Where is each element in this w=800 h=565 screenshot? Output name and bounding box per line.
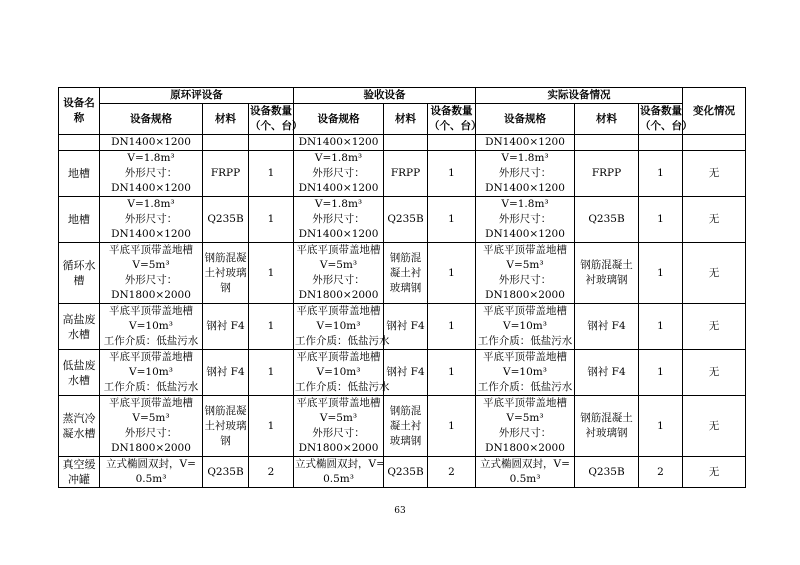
spec-line: V=10m³	[316, 320, 361, 332]
quantity-cell: 1	[639, 243, 683, 304]
quantity-cell: 1	[249, 350, 294, 396]
change-cell: 无	[683, 197, 746, 243]
quantity-cell: 1	[249, 151, 294, 197]
header-eia-material: 材料	[203, 104, 249, 135]
equipment-name-cell: 地槽	[59, 151, 100, 197]
spec-line: 0.5m³	[135, 473, 167, 485]
quantity-cell: 1	[639, 197, 683, 243]
equipment-name-cell: 蒸汽冷凝水槽	[59, 396, 100, 457]
material-cell: 钢筋混凝土衬玻璃钢	[203, 243, 249, 304]
spec-line: 外形尺寸：	[498, 213, 552, 225]
spec-line: V=1.8m³	[501, 198, 549, 210]
spec-line: 平底平顶带盖地槽	[109, 351, 193, 363]
change-cell: 无	[683, 151, 746, 197]
quantity-cell	[249, 135, 294, 151]
spec-cell	[100, 396, 203, 457]
spec-line: DN1400×1200	[485, 136, 565, 148]
table-row	[59, 304, 746, 350]
spec-line: 外形尺寸：	[498, 167, 552, 179]
quantity-cell: 2	[428, 457, 476, 488]
spec-line: 平底平顶带盖地槽	[483, 351, 567, 363]
material-cell: 钢衬 F4	[384, 304, 428, 350]
spec-line: DN1800×2000	[111, 289, 191, 301]
header-eia-spec: 设备规格	[100, 104, 203, 135]
quantity-cell: 1	[428, 304, 476, 350]
material-cell: Q235B	[384, 457, 428, 488]
spec-line: V=10m³	[316, 366, 361, 378]
spec-line: 工作介质：低盐污水	[103, 381, 199, 393]
equipment-name-cell: 地槽	[59, 197, 100, 243]
spec-line: V=10m³	[503, 366, 547, 378]
material-cell: Q235B	[575, 197, 639, 243]
spec-line: 外形尺寸：	[124, 427, 178, 439]
change-cell	[683, 135, 746, 151]
spec-cell	[100, 135, 203, 151]
spec-cell	[476, 135, 575, 151]
quantity-cell: 1	[249, 304, 294, 350]
quantity-cell: 1	[428, 243, 476, 304]
spec-line: 平底平顶带盖地槽	[296, 351, 381, 363]
spec-line: DN1800×2000	[485, 442, 565, 454]
material-cell: 钢衬 F4	[203, 304, 249, 350]
spec-line: 平底平顶带盖地槽	[483, 305, 567, 317]
table-row	[59, 197, 746, 243]
spec-cell	[476, 243, 575, 304]
spec-line: 外形尺寸：	[124, 213, 178, 225]
material-cell: 钢筋混凝土衬玻璃钢	[384, 396, 428, 457]
equipment-name-cell: 高盐废水槽	[59, 304, 100, 350]
spec-cell	[100, 304, 203, 350]
spec-line: 平底平顶带盖地槽	[109, 397, 193, 409]
spec-line: DN1800×2000	[485, 289, 565, 301]
spec-line: 外形尺寸：	[124, 167, 178, 179]
spec-line: DN1400×1200	[485, 228, 565, 240]
spec-line: 立式椭圆双封，V=	[106, 458, 196, 470]
spec-line: 工作介质：低盐污水	[477, 381, 573, 393]
spec-cell	[294, 197, 384, 243]
spec-line: V=10m³	[129, 320, 173, 332]
spec-line: 外形尺寸：	[498, 274, 552, 286]
header-group-acceptance: 验收设备	[294, 88, 476, 104]
table-row	[59, 350, 746, 396]
spec-line: V=5m³	[132, 259, 170, 271]
spec-cell	[294, 151, 384, 197]
quantity-cell: 1	[249, 197, 294, 243]
equipment-comparison-table	[58, 87, 746, 488]
spec-cell	[476, 457, 575, 488]
spec-line: 外形尺寸：	[498, 427, 552, 439]
spec-line: 工作介质：低盐污水	[295, 381, 390, 393]
material-cell: 钢筋混凝土衬玻璃钢	[575, 396, 639, 457]
material-cell: FRPP	[575, 151, 639, 197]
header-equipment-name: 设备名称	[59, 88, 100, 135]
header-acc-qty: 设备数量 （个、台）	[428, 104, 476, 135]
header-eia-qty: 设备数量 （个、台）	[249, 104, 294, 135]
table-row	[59, 457, 746, 488]
table-row	[59, 151, 746, 197]
spec-line: V=1.8m³	[127, 152, 175, 164]
quantity-cell: 1	[428, 197, 476, 243]
spec-line: 平底平顶带盖地槽	[296, 397, 381, 409]
table-row	[59, 243, 746, 304]
spec-line: V=1.8m³	[314, 198, 363, 210]
spec-cell	[294, 396, 384, 457]
spec-line: 立式椭圆双封，V=	[480, 458, 570, 470]
material-cell: 钢筋混凝土衬玻璃钢	[575, 243, 639, 304]
quantity-cell: 2	[639, 457, 683, 488]
spec-line: 外形尺寸：	[312, 274, 365, 286]
equipment-name-cell: 真空缓冲罐	[59, 457, 100, 488]
spec-cell	[476, 350, 575, 396]
spec-line: 平底平顶带盖地槽	[109, 305, 193, 317]
material-cell: 钢衬 F4	[203, 350, 249, 396]
quantity-cell: 1	[428, 396, 476, 457]
quantity-cell: 1	[639, 350, 683, 396]
spec-line: DN1400×1200	[111, 136, 191, 148]
equipment-name-cell	[59, 135, 100, 151]
spec-line: V=1.8m³	[501, 152, 549, 164]
equipment-name-cell: 低盐废水槽	[59, 350, 100, 396]
material-cell: Q235B	[384, 197, 428, 243]
material-cell: 钢衬 F4	[575, 350, 639, 396]
quantity-cell: 1	[249, 396, 294, 457]
change-cell: 无	[683, 304, 746, 350]
quantity-cell: 1	[639, 304, 683, 350]
material-cell	[203, 135, 249, 151]
spec-line: DN1400×1200	[298, 182, 379, 194]
material-cell	[575, 135, 639, 151]
header-change: 变化情况	[683, 88, 746, 135]
spec-line: 0.5m³	[323, 473, 354, 485]
material-cell: 钢衬 F4	[384, 350, 428, 396]
quantity-cell	[428, 135, 476, 151]
spec-cell	[476, 396, 575, 457]
spec-cell	[100, 457, 203, 488]
spec-line: 平底平顶带盖地槽	[296, 305, 381, 317]
quantity-cell	[639, 135, 683, 151]
table-row	[59, 135, 746, 151]
spec-cell	[100, 350, 203, 396]
spec-line: 外形尺寸：	[312, 213, 365, 225]
table-row	[59, 396, 746, 457]
change-cell: 无	[683, 243, 746, 304]
page-number: 63	[394, 506, 406, 516]
equipment-name-cell: 循环水槽	[59, 243, 100, 304]
material-cell: 钢筋混凝土衬玻璃钢	[384, 243, 428, 304]
spec-line: 平底平顶带盖地槽	[296, 244, 381, 256]
table-body	[59, 135, 746, 488]
spec-line: 平底平顶带盖地槽	[483, 397, 567, 409]
spec-line: DN1800×2000	[298, 289, 379, 301]
spec-cell	[476, 151, 575, 197]
spec-line: 外形尺寸：	[124, 274, 178, 286]
material-cell	[384, 135, 428, 151]
spec-line: V=1.8m³	[127, 198, 175, 210]
material-cell: FRPP	[203, 151, 249, 197]
spec-cell	[294, 304, 390, 350]
spec-line: 外形尺寸：	[312, 167, 365, 179]
change-cell: 无	[683, 457, 746, 488]
material-cell: Q235B	[203, 197, 249, 243]
material-cell: 钢衬 F4	[575, 304, 639, 350]
spec-line: DN1400×1200	[111, 182, 191, 194]
header-act-qty: 设备数量 （个、台）	[639, 104, 683, 135]
header-group-actual: 实际设备情况	[476, 88, 683, 104]
quantity-cell: 1	[428, 151, 476, 197]
quantity-cell: 2	[249, 457, 294, 488]
header-acc-material: 材料	[384, 104, 428, 135]
spec-line: 立式椭圆双封，V=	[295, 458, 385, 470]
material-cell: FRPP	[384, 151, 428, 197]
spec-cell	[294, 135, 384, 151]
spec-line: DN1400×1200	[111, 228, 191, 240]
spec-cell	[294, 243, 384, 304]
spec-line: V=10m³	[503, 320, 547, 332]
quantity-cell: 1	[639, 151, 683, 197]
spec-line: V=1.8m³	[314, 152, 363, 164]
spec-line: 0.5m³	[509, 473, 541, 485]
spec-line: 工作介质：低盐污水	[103, 335, 199, 347]
material-cell: Q235B	[203, 457, 249, 488]
quantity-cell: 1	[428, 350, 476, 396]
quantity-cell: 1	[639, 396, 683, 457]
spec-cell	[294, 457, 384, 488]
spec-cell	[476, 304, 575, 350]
header-acc-spec: 设备规格	[294, 104, 384, 135]
header-act-spec: 设备规格	[476, 104, 575, 135]
spec-line: DN1400×1200	[485, 182, 565, 194]
quantity-cell: 1	[249, 243, 294, 304]
spec-cell	[294, 350, 390, 396]
spec-line: DN1800×2000	[111, 442, 191, 454]
header-group-eia: 原环评设备	[100, 88, 294, 104]
material-cell: Q235B	[575, 457, 639, 488]
spec-line: DN1400×1200	[298, 228, 379, 240]
spec-line: V=5m³	[132, 412, 170, 424]
spec-cell	[100, 197, 203, 243]
spec-line: V=5m³	[319, 259, 358, 271]
spec-line: V=5m³	[506, 259, 544, 271]
spec-line: 工作介质：低盐污水	[477, 335, 573, 347]
spec-cell	[100, 151, 203, 197]
spec-cell	[476, 197, 575, 243]
spec-line: V=5m³	[319, 412, 358, 424]
spec-line: DN1800×2000	[298, 442, 379, 454]
header-act-material: 材料	[575, 104, 639, 135]
spec-line: 工作介质：低盐污水	[295, 335, 390, 347]
material-cell: 钢筋混凝土衬玻璃钢	[203, 396, 249, 457]
spec-line: 平底平顶带盖地槽	[483, 244, 567, 256]
spec-line: DN1400×1200	[298, 136, 379, 148]
spec-line: 平底平顶带盖地槽	[109, 244, 193, 256]
spec-line: 外形尺寸：	[312, 427, 365, 439]
change-cell: 无	[683, 396, 746, 457]
spec-line: V=10m³	[129, 366, 173, 378]
change-cell: 无	[683, 350, 746, 396]
spec-line: V=5m³	[506, 412, 544, 424]
spec-cell	[100, 243, 203, 304]
